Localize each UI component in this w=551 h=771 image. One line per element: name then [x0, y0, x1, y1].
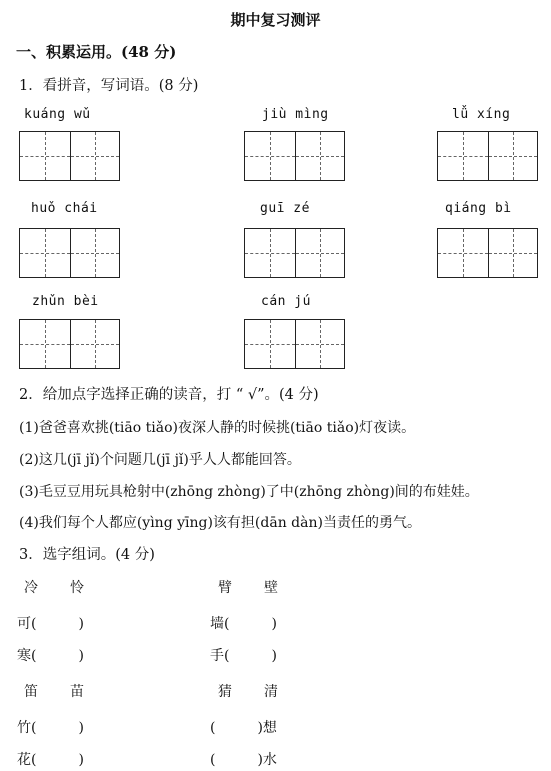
char-option: 臂 [218, 580, 232, 596]
fill-blank[interactable]: 手( ) [210, 648, 277, 664]
fill-blank[interactable]: 花( ) [17, 752, 84, 768]
char-option: 苗 [70, 684, 84, 700]
char-options [218, 681, 278, 701]
pinyin-label: qiáng bì [445, 201, 512, 216]
fill-blank[interactable]: 墙( ) [210, 616, 277, 632]
section-heading-1: 一、积累运用。(48 分) [16, 43, 177, 61]
writing-grid[interactable] [437, 228, 538, 278]
char-option: 猜 [218, 684, 232, 700]
pinyin-label: jiù mìng [262, 107, 329, 122]
writing-grid[interactable] [19, 131, 120, 181]
pinyin-label: zhǔn bèi [32, 294, 99, 309]
question-2-prompt: 2．给加点字选择正确的读音，打 “ √”。(4 分) [19, 387, 319, 403]
pinyin-label: kuáng wǔ [24, 107, 91, 122]
char-option: 怜 [70, 580, 84, 596]
question-2-line: (1)爸爸喜欢挑(tiāo tiǎo)夜深人静的时候挑(tiāo tiǎo)灯夜读。 [19, 420, 416, 436]
writing-grid[interactable] [437, 131, 538, 181]
fill-blank[interactable]: ( )想 [210, 720, 277, 736]
fill-blank[interactable]: ( )水 [210, 752, 277, 768]
pinyin-label: cán jú [261, 294, 311, 309]
writing-grid[interactable] [244, 131, 345, 181]
char-option: 冷 [24, 580, 38, 596]
char-options [24, 577, 84, 597]
fill-blank[interactable]: 竹( ) [17, 720, 84, 736]
writing-grid[interactable] [19, 319, 120, 369]
question-1-prompt: 1．看拼音，写词语。(8 分) [19, 78, 199, 94]
fill-blank[interactable]: 寒( ) [17, 648, 84, 664]
question-2-line: (2)这几(jī jǐ)个问题几(jī jǐ)乎人人都能回答。 [19, 452, 301, 468]
page-title: 期中复习测评 [230, 11, 321, 29]
pinyin-label: lǚ xíng [452, 107, 511, 122]
char-option: 笛 [24, 684, 38, 700]
char-option: 清 [264, 684, 278, 700]
pinyin-label: guī zé [260, 201, 310, 216]
question-2-line: (4)我们每个人都应(yìng yīng)该有担(dān dàn)当责任的勇气。 [19, 515, 421, 531]
writing-grid[interactable] [244, 319, 345, 369]
pinyin-label: huǒ chái [31, 201, 98, 216]
char-options [24, 681, 84, 701]
writing-grid[interactable] [19, 228, 120, 278]
char-options [218, 577, 278, 597]
writing-grid[interactable] [244, 228, 345, 278]
char-option: 壁 [264, 580, 278, 596]
question-2-line: (3)毛豆豆用玩具枪射中(zhōng zhòng)了中(zhōng zhòng)间的布娃娃。 [19, 484, 479, 500]
fill-blank[interactable]: 可( ) [17, 616, 84, 632]
question-3-prompt: 3．选字组词。(4 分) [19, 547, 155, 563]
